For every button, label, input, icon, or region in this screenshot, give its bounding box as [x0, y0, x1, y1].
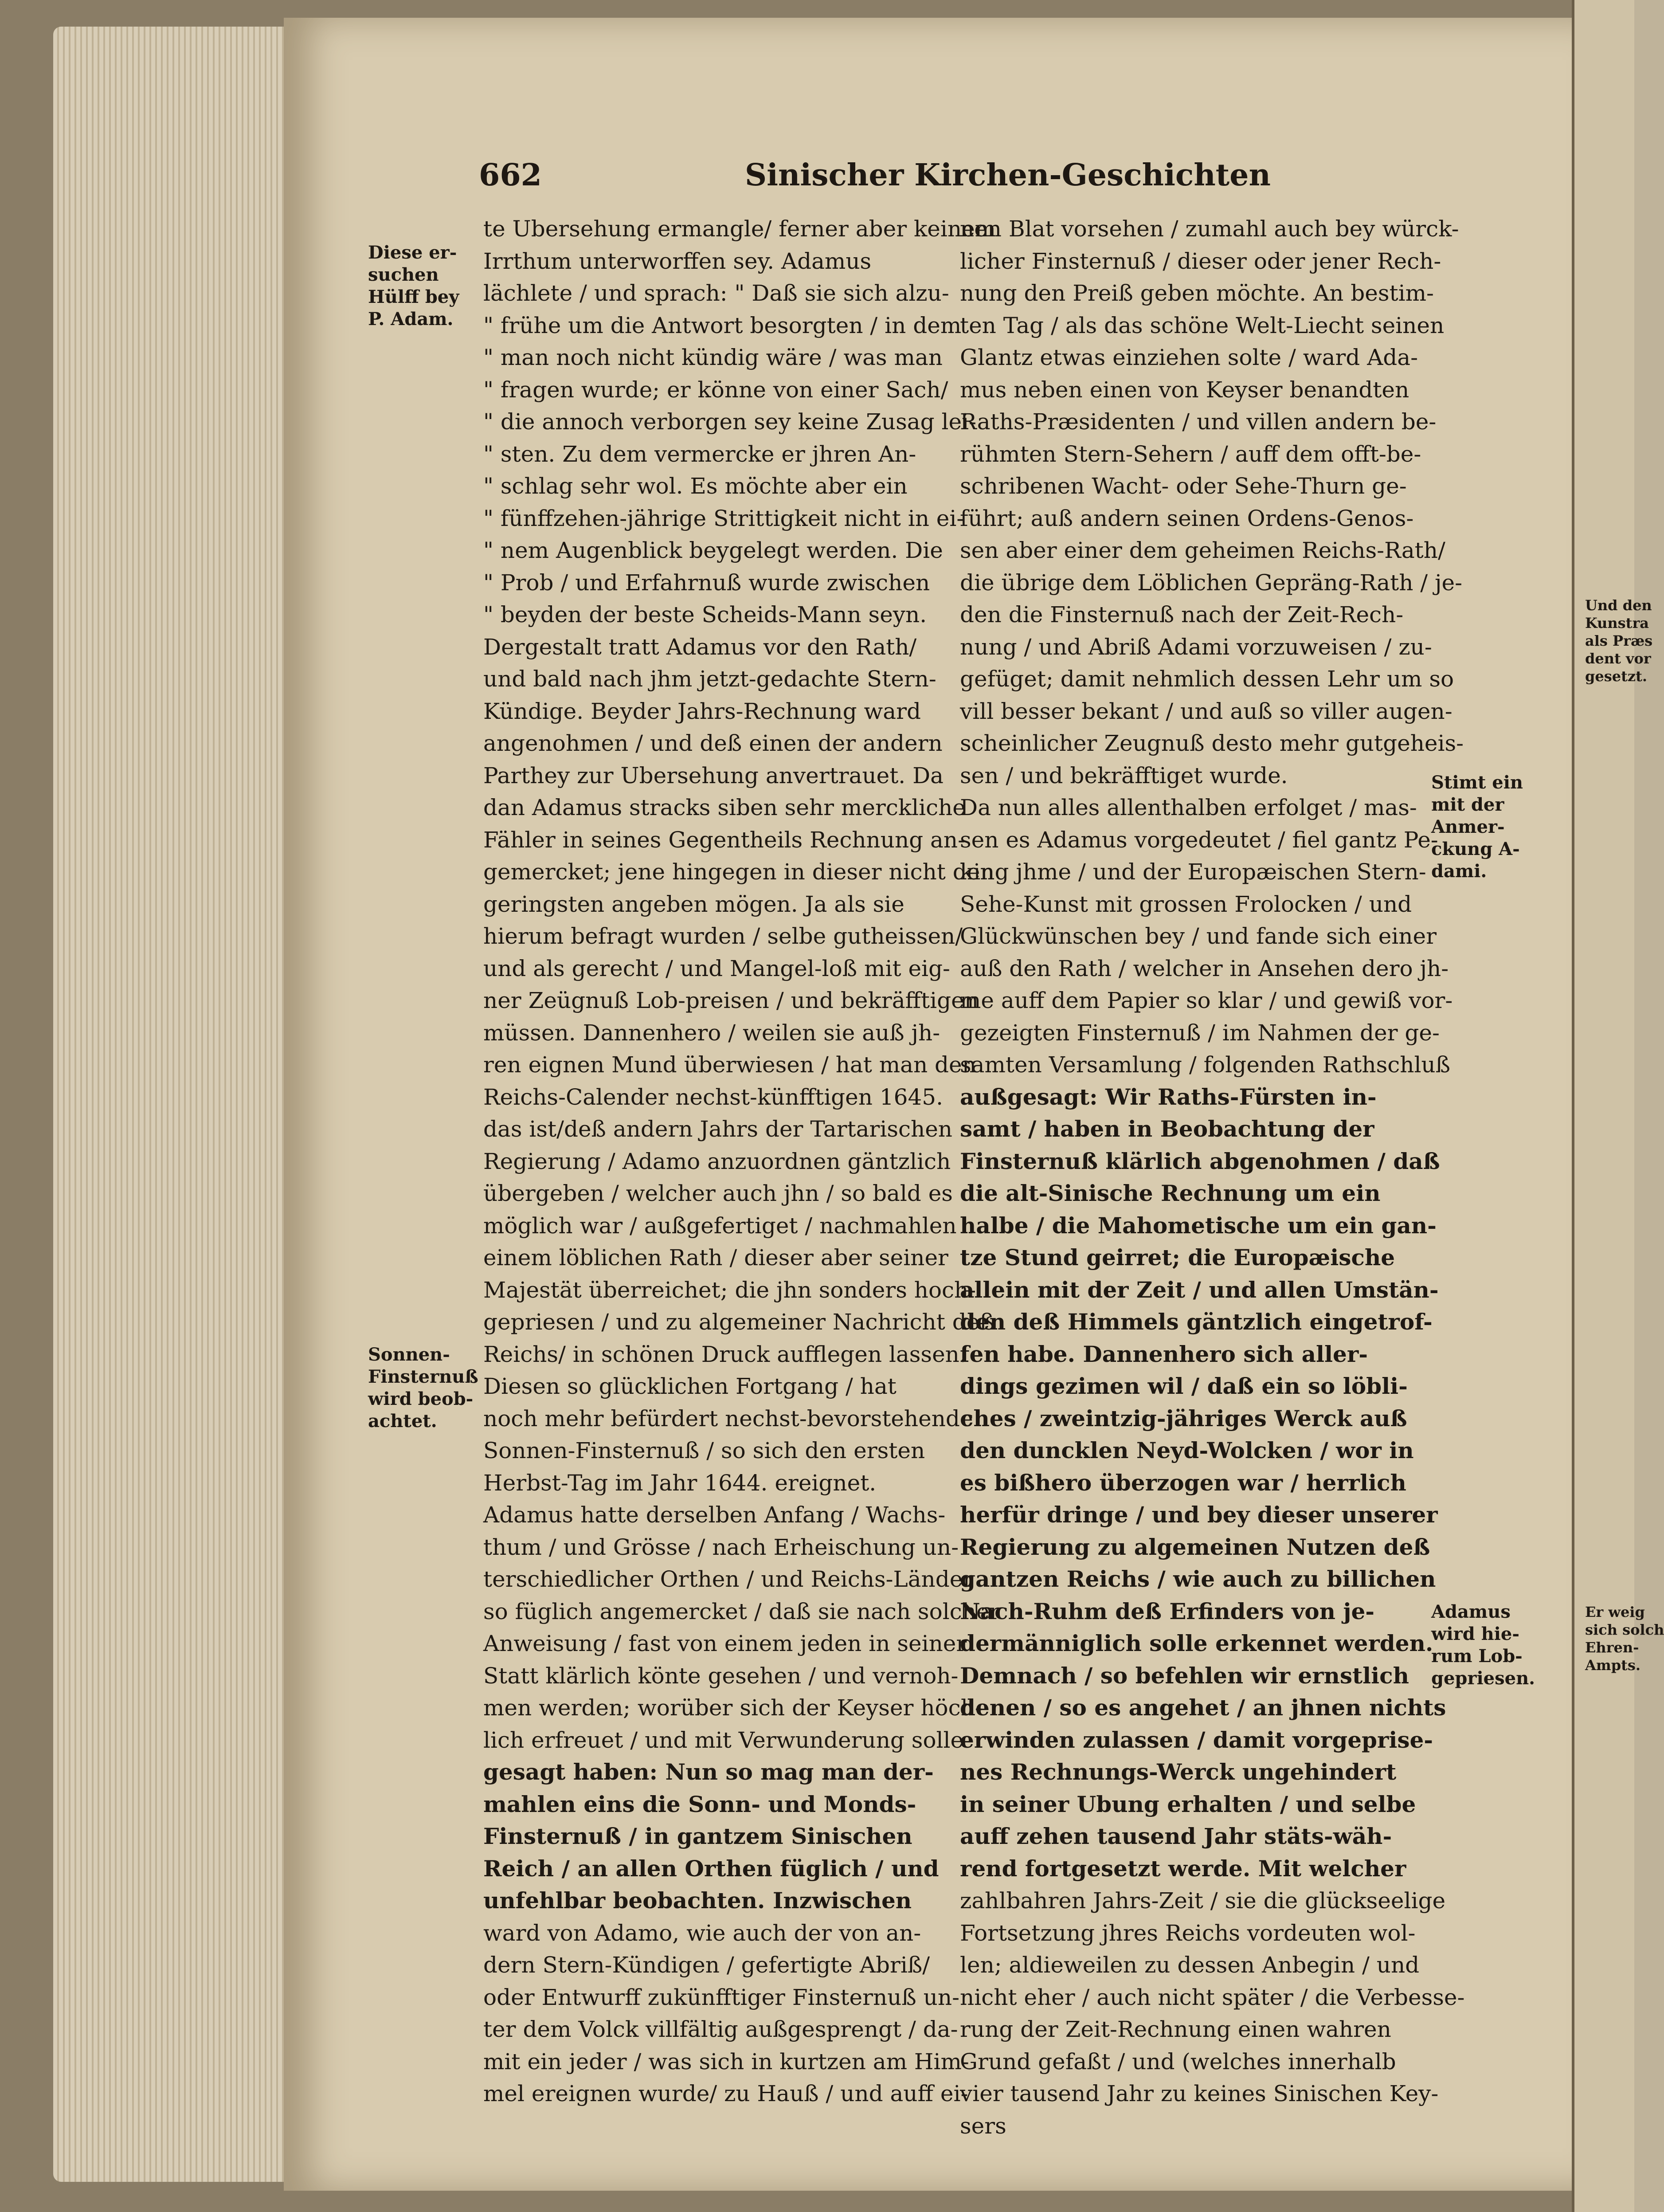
text-line: übergeben / welcher auch jhn / so bald es — [483, 1181, 953, 1206]
text-line: ren eignen Mund überwiesen / hat man den — [483, 1052, 976, 1078]
text-line: terschiedlicher Orthen / und Reichs-Länder — [483, 1566, 974, 1592]
text-line: noch mehr befürdert nechst-bevorstehende — [483, 1405, 973, 1432]
text-line: lächlete / und sprach: " Daß sie sich alzu- — [483, 280, 949, 306]
text-line: dern Stern-Kündigen / gefertigte Abriß/ — [483, 1952, 930, 1978]
text-line: gemercket; jene hingegen in dieser nicht den — [483, 859, 994, 885]
margin-note-line: sich solch — [1585, 1621, 1664, 1638]
margin-note-left-bottom — [368, 1344, 478, 1432]
text-line: nung / und Abriß Adami vorzuweisen / zu- — [960, 634, 1432, 660]
text-line: Reichs/ in schönen Druck aufflegen lassen. — [483, 1341, 967, 1367]
facing-page-edge — [1572, 0, 1634, 2212]
text-line: dermänniglich solle erkennet werden. — [960, 1630, 1433, 1656]
text-line: " sten. Zu dem vermercke er jhren An- — [483, 441, 916, 467]
text-line: oder Entwurff zukünfftiger Finsternuß un- — [483, 1984, 959, 2010]
text-line: ter dem Volck villfältig außgesprengt / da- — [483, 2016, 958, 2042]
text-line: angenohmen / und deß einen der andern — [483, 730, 943, 756]
text-line: Kündige. Beyder Jahrs-Rechnung ward — [483, 698, 921, 724]
text-line: " fünffzehen-jährige Strittigkeit nicht in ei- — [483, 505, 964, 531]
margin-note-line: wird hie- — [1431, 1624, 1519, 1644]
margin-note-line: dami. — [1431, 861, 1487, 882]
margin-note-line: Ampts. — [1585, 1657, 1641, 1674]
text-line: einem löblichen Rath / dieser aber seiner — [483, 1245, 948, 1271]
margin-note-line: achtet. — [368, 1411, 437, 1432]
text-line: müssen. Dannenhero / weilen sie auß jh- — [483, 1020, 940, 1046]
margin-note-line: Und den — [1585, 597, 1652, 614]
text-line: außgesagt: Wir Raths-Fürsten in- — [960, 1083, 1377, 1110]
text-line: schribenen Wacht- oder Sehe-Thurn ge- — [960, 473, 1407, 499]
text-line: Majestät überreichet; die jhn sonders hoch- — [483, 1277, 976, 1303]
text-line: lich erfreuet / und mit Verwunderung solle — [483, 1727, 964, 1753]
text-line: mahlen eins die Sonn- und Monds- — [483, 1791, 916, 1817]
text-line: die übrige dem Löblichen Gepräng-Rath / je- — [960, 569, 1463, 596]
text-line: und als gerecht / und Mangel-loß mit eig- — [483, 955, 950, 981]
text-line: geringsten angeben mögen. Ja als sie — [483, 891, 904, 917]
running-title: Sinischer Kirchen-Geschichten — [745, 157, 1271, 193]
text-line: dan Adamus stracks siben sehr merckliche — [483, 795, 966, 820]
text-line: rung der Zeit-Rechnung einen wahren — [960, 2016, 1391, 2042]
margin-note-right-bottom — [1431, 1601, 1535, 1690]
text-line: tze Stund geirret; die Europæische — [960, 1244, 1395, 1271]
book-page-edges — [53, 27, 293, 2182]
text-line: in seiner Ubung erhalten / und selbe — [960, 1791, 1416, 1817]
text-line: die alt-Sinische Rechnung um ein — [960, 1180, 1381, 1206]
text-line: herfür dringe / und bey dieser unserer — [960, 1502, 1438, 1528]
text-line: " schlag sehr wol. Es möchte aber ein — [483, 473, 908, 499]
text-line: so füglich angemercket / daß sie nach solcher — [483, 1598, 1000, 1624]
text-line: sen aber einer dem geheimen Reichs-Rath/ — [960, 537, 1445, 563]
text-line: " fragen wurde; er könne von einer Sach/ — [483, 377, 948, 403]
text-line: Glantz etwas einziehen solte / ward Ada- — [960, 345, 1418, 370]
margin-note-line: rum Lob- — [1431, 1646, 1523, 1667]
margin-note-line: Er weig — [1585, 1604, 1645, 1620]
text-line: len; aldieweilen zu dessen Anbegin / und — [960, 1952, 1420, 1978]
text-line: gefüget; damit nehmlich dessen Lehr um so — [960, 666, 1454, 692]
text-column-left — [483, 213, 1000, 2110]
margin-note-line: dent vor — [1585, 650, 1651, 667]
text-line: Adamus hatte derselben Anfang / Wachs- — [483, 1502, 946, 1528]
text-line: " man noch nicht kündig wäre / was man — [483, 345, 943, 370]
margin-note-line: Adamus — [1431, 1601, 1511, 1622]
text-line: führt; auß andern seinen Ordens-Genos- — [960, 505, 1414, 531]
text-line: erwinden zulassen / damit vorgeprise- — [960, 1726, 1433, 1753]
margin-note-line: Sonnen- — [368, 1344, 450, 1365]
text-line: halbe / die Mahometische um ein gan- — [960, 1212, 1437, 1239]
text-line: gezeigten Finsternuß / im Nahmen der ge- — [960, 1020, 1440, 1046]
text-line: Fortsetzung jhres Reichs vordeuten wol- — [960, 1920, 1416, 1946]
text-line: sers — [960, 2113, 1006, 2139]
text-line: den deß Himmels gäntzlich eingetrof- — [960, 1309, 1433, 1335]
text-line: Dergestalt tratt Adamus vor den Rath/ — [483, 634, 917, 660]
text-line: Sehe-Kunst mit grossen Frolocken / und — [960, 891, 1412, 917]
text-line: rend fortgesetzt werde. Mit welcher — [960, 1855, 1406, 1882]
text-line: vill besser bekant / und auß so viller augen- — [960, 698, 1453, 724]
text-line: " beyden der beste Scheids-Mann seyn. — [483, 602, 927, 628]
margin-note-facing-top — [1585, 596, 1652, 685]
text-line: ches / zweintzig-jähriges Werck auß — [960, 1405, 1407, 1432]
margin-note-line: gesetzt. — [1585, 668, 1647, 685]
text-line: Demnach / so befehlen wir ernstlich — [960, 1662, 1409, 1689]
text-line: Irrthum unterworffen sey. Adamus — [483, 248, 872, 274]
margin-note-line: Ehren- — [1585, 1639, 1639, 1656]
text-line: mel ereignen wurde/ zu Hauß / und auff ei- — [483, 2081, 968, 2106]
text-line: hierum befragt wurden / selbe gutheissen/ — [483, 923, 963, 949]
margin-note-line: Anmer- — [1431, 816, 1505, 837]
text-line: scheinlicher Zeugnuß desto mehr gutgeheis- — [960, 730, 1464, 756]
text-line: dings gezimen wil / daß ein so löbli- — [960, 1373, 1408, 1399]
text-line: " frühe um die Antwort besorgten / in dem — [483, 312, 962, 338]
text-line: es bißhero überzogen war / herrlich — [960, 1469, 1406, 1496]
text-line: und bald nach jhm jetzt-gedachte Stern- — [483, 666, 936, 692]
text-line: nung den Preiß geben möchte. An bestim- — [960, 280, 1434, 306]
text-column-right — [960, 213, 1465, 2142]
text-line: den duncklen Neyd-Wolcken / wor in — [960, 1437, 1414, 1463]
text-line: ten Tag / als das schöne Welt-Liecht seinen — [960, 312, 1445, 338]
margin-note-line: Kunstra — [1585, 615, 1649, 631]
margin-note-line: als Præs — [1585, 632, 1653, 649]
text-line: Statt klärlich könte gesehen / und vernoh- — [483, 1663, 959, 1689]
text-line: mus neben einen von Keyser benandten — [960, 377, 1410, 403]
text-line: Nach-Ruhm deß Erfinders von je- — [960, 1598, 1375, 1624]
text-line: vier tausend Jahr zu keines Sinischen Key- — [960, 2081, 1439, 2106]
page-number: 662 — [479, 157, 542, 193]
text-line: Parthey zur Ubersehung anvertrauet. Da — [483, 762, 944, 788]
text-line: sen / und bekräfftiget wurde. — [960, 762, 1288, 788]
text-line: unfehlbar beobachten. Inzwischen — [483, 1887, 912, 1914]
text-line: nes Rechnungs-Werck ungehindert — [960, 1759, 1397, 1785]
margin-note-line: gepriesen. — [1431, 1668, 1535, 1689]
text-line: king jhme / und der Europæischen Stern- — [960, 859, 1426, 885]
text-line: rühmten Stern-Sehern / auff dem offt-be- — [960, 441, 1421, 467]
text-line: das ist/deß andern Jahrs der Tartarischen — [483, 1116, 952, 1142]
text-line: auff zehen tausend Jahr stäts-wäh- — [960, 1823, 1392, 1849]
margin-note-line: Diese er- — [368, 242, 457, 263]
text-line: Reich / an allen Orthen füglich / und — [483, 1855, 939, 1882]
text-line: mit ein jeder / was sich in kurtzen am Him- — [483, 2048, 969, 2075]
text-line: Regierung / Adamo anzuordnen gäntzlich — [483, 1148, 951, 1174]
text-line: ward von Adamo, wie auch der von an- — [483, 1920, 921, 1946]
text-line: Da nun alles allenthalben erfolget / mas- — [960, 795, 1417, 820]
margin-note-line: mit der — [1431, 794, 1504, 815]
margin-note-line: wird beob- — [368, 1388, 474, 1409]
text-line: Regierung zu algemeinen Nutzen deß — [960, 1533, 1430, 1560]
text-line: den die Finsternuß nach der Zeit-Rech- — [960, 602, 1404, 628]
text-line: gepriesen / und zu algemeiner Nachricht deß — [483, 1309, 994, 1335]
text-line: auß den Rath / welcher in Ansehen dero jh- — [960, 955, 1449, 981]
text-line: " die annoch verborgen sey keine Zusag lei- — [483, 409, 976, 435]
text-line: nicht eher / auch nicht später / die Verbesse- — [960, 1984, 1465, 2010]
margin-note-line: P. Adam. — [368, 309, 454, 329]
text-line: möglich war / außgefertiget / nachmahlen — [483, 1212, 957, 1239]
text-line: " nem Augenblick beygelegt werden. Die — [483, 537, 943, 563]
text-line: Glückwünschen bey / und fande sich einer — [960, 923, 1437, 949]
text-line: Diesen so glücklichen Fortgang / hat — [483, 1373, 897, 1399]
text-line: samt / haben in Beobachtung der — [960, 1116, 1374, 1142]
margin-note-line: ckung A- — [1431, 839, 1520, 859]
text-line: Herbst-Tag im Jahr 1644. ereignet. — [483, 1470, 877, 1496]
text-line: licher Finsternuß / dieser oder jener Rech- — [960, 248, 1441, 274]
margin-note-facing-bottom — [1585, 1603, 1664, 1674]
text-line: Grund gefaßt / und (welches innerhalb — [960, 2048, 1396, 2075]
text-line: me auff dem Papier so klar / und gewiß vor- — [960, 988, 1453, 1013]
text-line: men werden; worüber sich der Keyser höch- — [483, 1695, 983, 1721]
text-line: gesagt haben: Nun so mag man der- — [483, 1759, 934, 1785]
text-line: fen habe. Dannenhero sich aller- — [960, 1341, 1368, 1367]
text-line: Finsternuß / in gantzem Sinischen — [483, 1823, 912, 1849]
text-line: nen Blat vorsehen / zumahl auch bey würck- — [960, 216, 1459, 242]
text-line: ner Zeügnuß Lob-preisen / und bekräfftigen — [483, 988, 979, 1013]
text-line: Raths-Præsidenten / und villen andern be- — [960, 409, 1437, 435]
text-line: zahlbahren Jahrs-Zeit / sie die glückseelige — [960, 1888, 1446, 1914]
margin-note-line: Stimt ein — [1431, 772, 1523, 793]
text-line: Fähler in seines Gegentheils Rechnung an- — [483, 827, 965, 853]
margin-note-line: suchen — [368, 264, 439, 285]
text-line: gantzen Reichs / wie auch zu billichen — [960, 1566, 1436, 1592]
text-line: denen / so es angehet / an jhnen nichts — [960, 1694, 1446, 1721]
text-line: " Prob / und Erfahrnuß wurde zwischen — [483, 569, 930, 596]
text-line: sen es Adamus vorgedeutet / fiel gantz Pe- — [960, 827, 1438, 853]
text-line: samten Versamlung / folgenden Rathschluß — [960, 1052, 1451, 1078]
text-line: te Ubersehung ermangle/ ferner aber keinem — [483, 216, 996, 242]
text-line: thum / und Grösse / nach Erheischung un- — [483, 1534, 959, 1560]
text-line: Sonnen-Finsternuß / so sich den ersten — [483, 1438, 925, 1463]
margin-note-line: Finsternuß — [368, 1366, 478, 1387]
margin-note-left-top — [368, 242, 459, 330]
text-line: allein mit der Zeit / und allen Umstän- — [960, 1276, 1439, 1303]
margin-note-line: Hülff bey — [368, 286, 459, 307]
text-line: Reichs-Calender nechst-künfftigen 1645. — [483, 1084, 944, 1110]
text-line: Finsternuß klärlich abgenohmen / daß — [960, 1148, 1440, 1174]
margin-note-right-top — [1431, 772, 1523, 882]
text-line: Anweisung / fast von einem jeden in seiner — [483, 1631, 967, 1656]
